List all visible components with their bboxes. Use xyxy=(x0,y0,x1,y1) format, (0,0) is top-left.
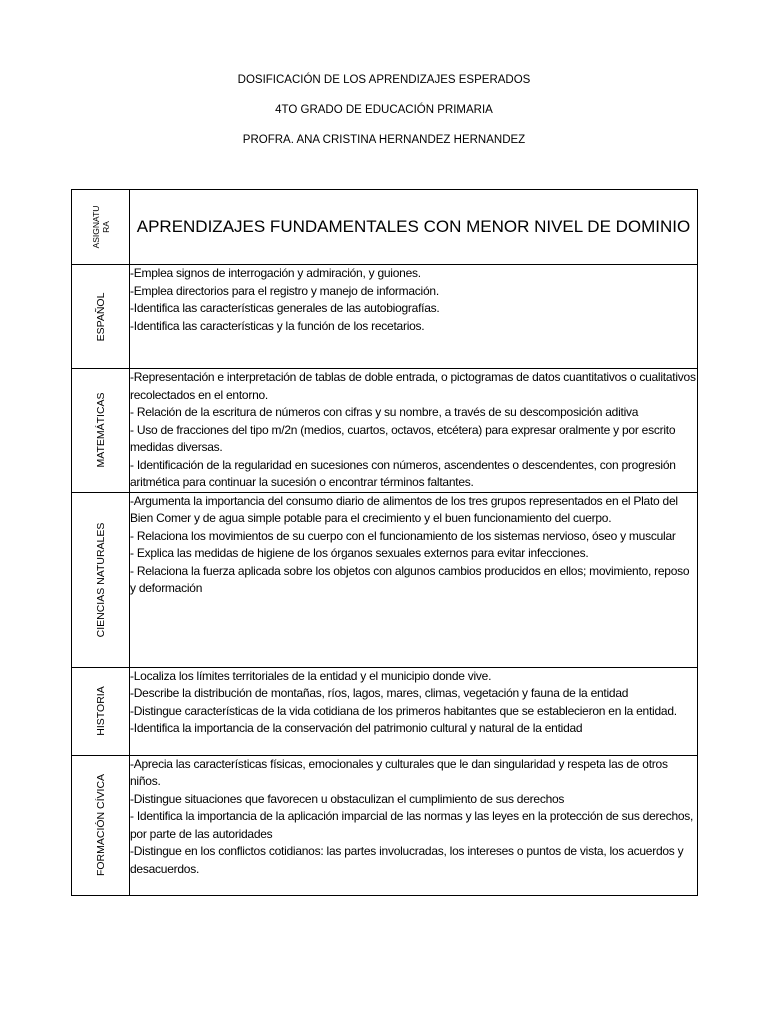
list-item: - Relación de la escritura de números con cifras y su nombre, a través de su descomposición aditiva xyxy=(130,405,639,419)
list-item: - Identificación de la regularidad en sucesiones con números, ascendentes o descendentes, con progresión aritmética para continuar la sucesión o encontrar términos faltantes. xyxy=(130,457,676,489)
learning-items-cell xyxy=(130,667,698,755)
learning-table xyxy=(71,189,698,896)
learning-items-cell xyxy=(130,492,698,667)
header-title: DOSIFICACIÓN DE LOS APRENDIZAJES ESPERADOS xyxy=(237,74,531,86)
subject-label: HISTORIA xyxy=(94,686,107,736)
subject-label: FORMACIÓN CÍVICA xyxy=(94,773,107,877)
list-item: -Emplea directorios para el registro y manejo de información. xyxy=(130,283,439,298)
list-item: - Uso de fracciones del tipo m/2n (medios, cuartos, octavos, etcétera) para expresar oralmente y por escrito medidas diversas. xyxy=(130,422,676,454)
table-header-row xyxy=(72,190,698,265)
list-item: -Argumenta la importancia del consumo diario de alimentos de los tres grupos representados en el Plato del Bien Comer y de agua simple potable para el crecimiento y el buen funcionamiento del cuerpo. xyxy=(130,493,678,525)
table-title: APRENDIZAJES FUNDAMENTALES CON MENOR NIVEL DE DOMINIO xyxy=(130,190,698,265)
subject-cell xyxy=(72,492,130,667)
table-row xyxy=(72,492,698,667)
list-item: -Distingue situaciones que favorecen u obstaculizan el cumplimiento de sus derechos xyxy=(130,791,565,806)
subject-cell xyxy=(72,755,130,895)
table-row xyxy=(72,755,698,895)
header-teacher: PROFRA. ANA CRISTINA HERNANDEZ HERNANDEZ xyxy=(242,134,526,146)
subject-label: CIENCIAS NATURALES xyxy=(94,522,107,637)
list-item: - Identifica la importancia de la aplicación imparcial de las normas y las leyes en la protección de sus derechos, por parte de las autoridades xyxy=(130,809,694,841)
subject-header-line-2: RA xyxy=(100,221,111,233)
subject-header-line-1: ASIGNATU xyxy=(90,205,101,249)
list-item: -Describe la distribución de montañas, ríos, lagos, mares, climas, vegetación y fauna de la entidad xyxy=(130,686,629,700)
learning-items-cell xyxy=(130,369,698,493)
list-item: -Identifica las características generales de las autobiografías. xyxy=(130,301,440,315)
subject-cell xyxy=(72,667,130,755)
table-row xyxy=(72,265,698,369)
list-item: -Emplea signos de interrogación y admiración, y guiones. xyxy=(130,266,421,280)
list-item: -Identifica la importancia de la conservación del patrimonio cultural y natural de la entidad xyxy=(130,721,583,735)
list-item: - Relaciona los movimientos de su cuerpo con el funcionamiento de los sistemas nervioso, óseo y muscular xyxy=(130,528,676,543)
list-item: -Identifica las características y la función de los recetarios. xyxy=(130,318,425,333)
list-item: -Aprecia las características físicas, emocionales y culturales que le dan singularidad y respeta las de otros niños. xyxy=(130,756,668,788)
table-row xyxy=(72,369,698,493)
list-item: - Relaciona la fuerza aplicada sobre los objetos con algunos cambios producidos en ellos; movimiento, reposo y deformación xyxy=(130,563,690,595)
table-row xyxy=(72,667,698,755)
subject-header-label xyxy=(91,206,111,249)
header-grade: 4TO GRADO DE EDUCACIÓN PRIMARIA xyxy=(275,104,493,116)
list-item: -Representación e interpretación de tablas de doble entrada, o pictogramas de datos cuantitativos o cualitativos recolectados en el entorno. xyxy=(130,370,696,402)
subject-header-cell xyxy=(72,190,130,265)
list-item: -Distingue en los conflictos cotidianos: las partes involucradas, los intereses o puntos de vista, los acuerdos y desacuerdos. xyxy=(130,844,684,876)
document-header xyxy=(0,73,768,163)
list-item: -Localiza los límites territoriales de la entidad y el municipio donde vive. xyxy=(130,668,492,683)
subject-label: ESPAÑOL xyxy=(94,292,107,341)
list-item: -Distingue características de la vida cotidiana de los primeros habitantes que se establecieron en la entidad. xyxy=(130,703,677,718)
list-item: - Explica las medidas de higiene de los órganos sexuales externos para evitar infecciones. xyxy=(130,546,589,560)
subject-cell xyxy=(72,369,130,493)
subject-label: MATEMÁTICAS xyxy=(94,392,107,468)
learning-items-cell xyxy=(130,265,698,369)
subject-cell xyxy=(72,265,130,369)
learning-items-cell xyxy=(130,755,698,895)
